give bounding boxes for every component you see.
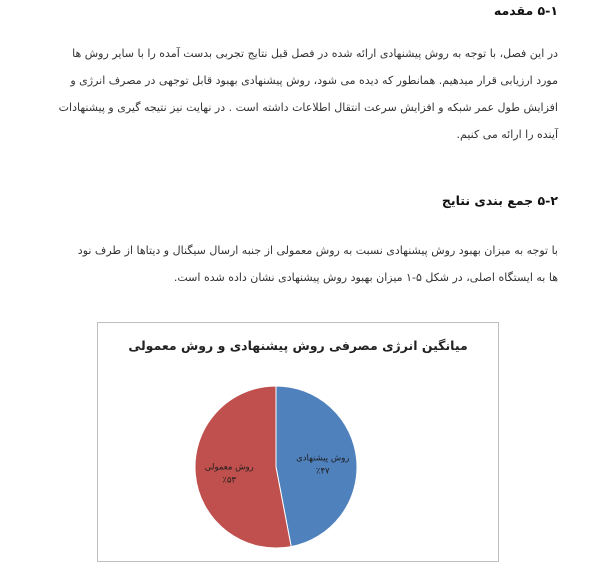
pie-slice-name-label: روش معمولی	[204, 462, 254, 473]
section-heading-introduction: ۵-۱ مقدمه	[493, 3, 558, 18]
results-paragraph	[36, 237, 558, 291]
paragraph-line: افزایش طول عمر شبکه و افزایش سرعت انتقال اطلاعات داشته است . در نهایت نیز نتیجه گیری و پیشنهادات	[58, 101, 558, 114]
pie-slice-value-label: ٪۴۷	[315, 466, 330, 477]
paragraph-line: مورد ارزیابی قرار میدهیم. همانطور که دیده می شود، روش پیشنهادی بهبود قابل توجهی در مصرف انرژی و	[70, 74, 558, 87]
paragraph-line: ها به ایستگاه اصلی، در شکل ۵-۱ میزان بهبود روش پیشنهادی نشان داده شده است.	[173, 271, 558, 284]
introduction-paragraph	[36, 40, 558, 148]
paragraph-line: در این فصل، با توجه به روش پیشنهادی ارائه شده در فصل قبل نتایج تجربی بدست آمده را با سایر روش ها	[72, 47, 558, 60]
section-heading-results-summary: ۵-۲ جمع بندی نتایج	[441, 193, 558, 208]
paragraph-line: آینده را ارائه می کنیم.	[456, 128, 558, 141]
pie-chart-figure	[97, 322, 499, 562]
pie-slice-name-label: روش پیشنهادی	[296, 453, 350, 464]
paragraph-line: با توجه به میزان بهبود روش پیشنهادی نسبت به روش معمولی از جنبه ارسال سیگنال و دیتاها از طرف نود	[77, 244, 558, 257]
pie-slice-value-label: ٪۵۳	[222, 475, 237, 486]
pie-chart	[98, 323, 500, 563]
chart-title: میانگین انرژی مصرفی روش پیشنهادی و روش معمولی	[128, 338, 468, 353]
